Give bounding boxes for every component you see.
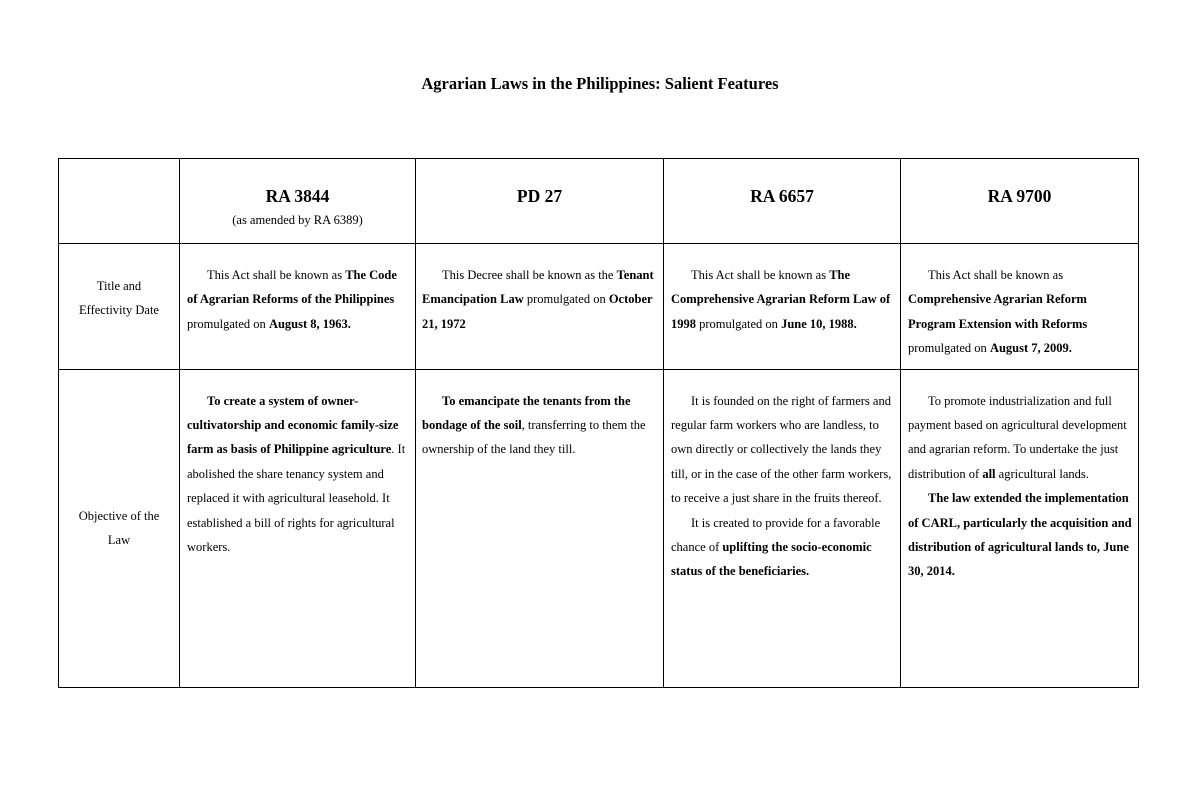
law-name: PD 27 [516, 186, 563, 206]
cell-ra-3844-objective: To create a system of owner-cultivatorship and economic family-size farm as basis of Philippine agriculture. It abolished the share tenancy system and replaced it with agricultural leasehold. It established a bill of rights for agricultural workers. [180, 369, 416, 687]
header-ra-6657 [664, 159, 901, 244]
law-note [901, 207, 1138, 211]
cell-ra-3844-title: This Act shall be known as The Code of Agrarian Reforms of the Philippines promulgated on August 8, 1963. [180, 244, 416, 370]
agrarian-laws-table [58, 158, 1139, 688]
law-name: RA 3844 [265, 186, 330, 206]
header-pd-27 [416, 159, 664, 244]
cell-ra-6657-objective: It is founded on the right of farmers and regular farm workers who are landless, to own directly or collectively the lands they till, or in the case of the other farm workers, to receive a just share in the fruits thereof. It is created to provide for a favorable chance of uplifting the socio-economic status of the beneficiaries. [664, 369, 901, 687]
row-label-line: Title and [96, 279, 142, 293]
law-name: RA 6657 [750, 186, 814, 206]
cell-pd-27-objective: To emancipate the tenants from the bondage of the soil, transferring to them the ownership of the land they till. [416, 369, 664, 687]
header-ra-3844 [180, 159, 416, 244]
law-name: RA 9700 [987, 186, 1052, 206]
row-label-line: Law [107, 533, 131, 548]
header-ra-9700 [901, 159, 1139, 244]
header-blank-cell [59, 159, 180, 244]
table-header-row [59, 159, 1139, 244]
row-label-title-effectivity [59, 244, 180, 370]
cell-ra-6657-title: This Act shall be known as The Comprehensive Agrarian Reform Law of 1998 promulgated on June 10, 1988. [664, 244, 901, 370]
table-row-title-effectivity [59, 244, 1139, 370]
cell-pd-27-title: This Decree shall be known as the Tenant Emancipation Law promulgated on October 21, 1972 [416, 244, 664, 370]
table-row-objective [59, 369, 1139, 687]
page-title: Agrarian Laws in the Philippines: Salient Features [421, 74, 779, 93]
law-note [664, 207, 900, 211]
row-label-line: Effectivity Date [79, 303, 159, 318]
cell-ra-9700-objective: To promote industrialization and full payment based on agricultural development and agrarian reform. To undertake the just distribution of all agricultural lands. The law extended the implementation of CARL, particularly the acquisition and distribution of agricultural lands to, June 30, 2014. [901, 369, 1139, 687]
row-label-line: Objective of the [78, 508, 160, 523]
cell-ra-9700-title: This Act shall be known as Comprehensive Agrarian Reform Program Extension with Reforms promulgated on August 7, 2009. [901, 244, 1139, 370]
law-note: (as amended by RA 6389) [232, 213, 363, 227]
row-label-objective [59, 369, 180, 687]
law-note [416, 207, 663, 211]
